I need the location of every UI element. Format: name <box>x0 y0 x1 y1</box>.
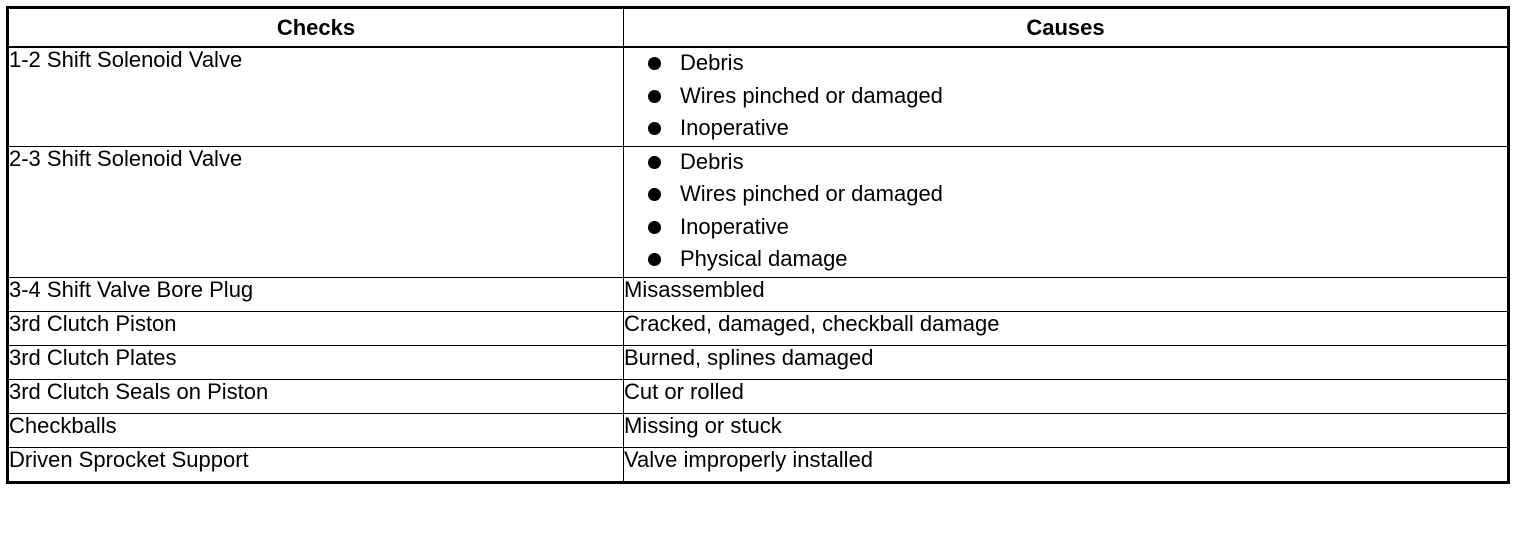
causes-list <box>624 147 1507 277</box>
table-row <box>8 345 1509 379</box>
list-item <box>624 113 1507 146</box>
bullet-icon <box>648 156 661 169</box>
list-item <box>624 147 1507 180</box>
table-row <box>8 413 1509 447</box>
bullet-icon <box>648 221 661 234</box>
cause-cell: Missing or stuck <box>624 413 1509 447</box>
list-item <box>624 212 1507 245</box>
list-item <box>624 48 1507 81</box>
cause-cell: Misassembled <box>624 277 1509 311</box>
check-cell: Checkballs <box>8 413 624 447</box>
list-item <box>624 179 1507 212</box>
list-item <box>624 81 1507 114</box>
bullet-icon <box>648 253 661 266</box>
table-row <box>8 146 1509 277</box>
causes-cell <box>624 47 1509 146</box>
cause-text: Physical damage <box>680 246 848 271</box>
bullet-icon <box>648 122 661 135</box>
cause-cell: Cut or rolled <box>624 379 1509 413</box>
table-row <box>8 447 1509 482</box>
table-row <box>8 47 1509 146</box>
check-cell: 3rd Clutch Plates <box>8 345 624 379</box>
check-cell: 3-4 Shift Valve Bore Plug <box>8 277 624 311</box>
table-row <box>8 311 1509 345</box>
list-item <box>624 244 1507 277</box>
checks-header: Checks <box>8 8 624 48</box>
cause-text: Wires pinched or damaged <box>680 82 943 108</box>
causes-header: Causes <box>624 8 1509 48</box>
cause-text: Inoperative <box>680 115 789 140</box>
check-cell: 3rd Clutch Seals on Piston <box>8 379 624 413</box>
causes-cell <box>624 146 1509 277</box>
check-cell: 3rd Clutch Piston <box>8 311 624 345</box>
cause-text: Wires pinched or damaged <box>680 181 943 206</box>
header-row <box>8 8 1509 48</box>
causes-list <box>624 48 1507 146</box>
cause-text: Debris <box>680 50 744 75</box>
cause-cell: Burned, splines damaged <box>624 345 1509 379</box>
check-cell: 1-2 Shift Solenoid Valve <box>8 47 624 146</box>
diagnosis-table <box>6 6 1510 484</box>
check-cell: 2-3 Shift Solenoid Valve <box>8 146 624 277</box>
cause-cell: Valve improperly installed <box>624 447 1509 482</box>
table-row <box>8 379 1509 413</box>
cause-cell: Cracked, damaged, checkball damage <box>624 311 1509 345</box>
cause-text: Inoperative <box>680 213 789 239</box>
bullet-icon <box>648 188 661 201</box>
bullet-icon <box>648 57 661 70</box>
check-cell: Driven Sprocket Support <box>8 447 624 482</box>
table-row <box>8 277 1509 311</box>
bullet-icon <box>648 90 661 103</box>
cause-text: Debris <box>680 148 744 174</box>
